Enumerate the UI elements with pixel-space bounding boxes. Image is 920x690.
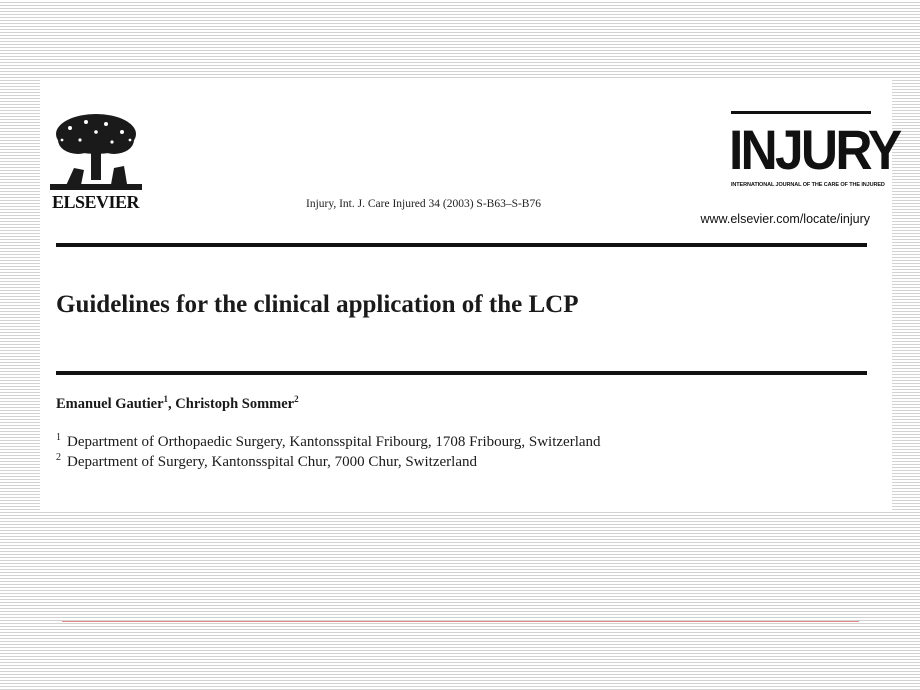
- affiliation-line: [56, 452, 477, 471]
- header-rule: [56, 243, 867, 247]
- journal-subtitle: INTERNATIONAL JOURNAL OF THE CARE OF THE INJURED: [731, 182, 885, 188]
- affiliation-line: [56, 432, 601, 451]
- affiliation-number: 2: [56, 452, 61, 463]
- affiliation-text: Department of Orthopaedic Surgery, Kantonsspital Fribourg, 1708 Fribourg, Switzerland: [67, 434, 601, 450]
- author-name: Emanuel Gautier: [56, 395, 164, 412]
- elsevier-wordmark: ELSEVIER: [52, 192, 140, 212]
- journal-logo-bar: [731, 111, 871, 114]
- author-list: [56, 394, 299, 413]
- author-affiliation-mark: 1: [163, 394, 169, 404]
- affiliation-number: 1: [56, 432, 61, 443]
- affiliation-text: Department of Surgery, Kantonsspital Chur, 7000 Chur, Switzerland: [67, 454, 477, 470]
- injury-journal-logo: INJURY: [729, 118, 900, 181]
- elsevier-tree-logo: [50, 110, 142, 190]
- author-affiliation-mark: 2: [294, 394, 299, 404]
- author-name: Christoph Sommer: [175, 395, 295, 412]
- journal-url-link[interactable]: www.elsevier.com/locate/injury: [700, 212, 870, 226]
- slide-footer-line: [62, 621, 859, 622]
- article-title: Guidelines for the clinical application of the LCP: [56, 291, 579, 318]
- title-rule: [56, 371, 867, 375]
- author-separator: ,: [168, 395, 176, 412]
- journal-citation: Injury, Int. J. Care Injured 34 (2003) S-B63–S-B76: [306, 198, 541, 210]
